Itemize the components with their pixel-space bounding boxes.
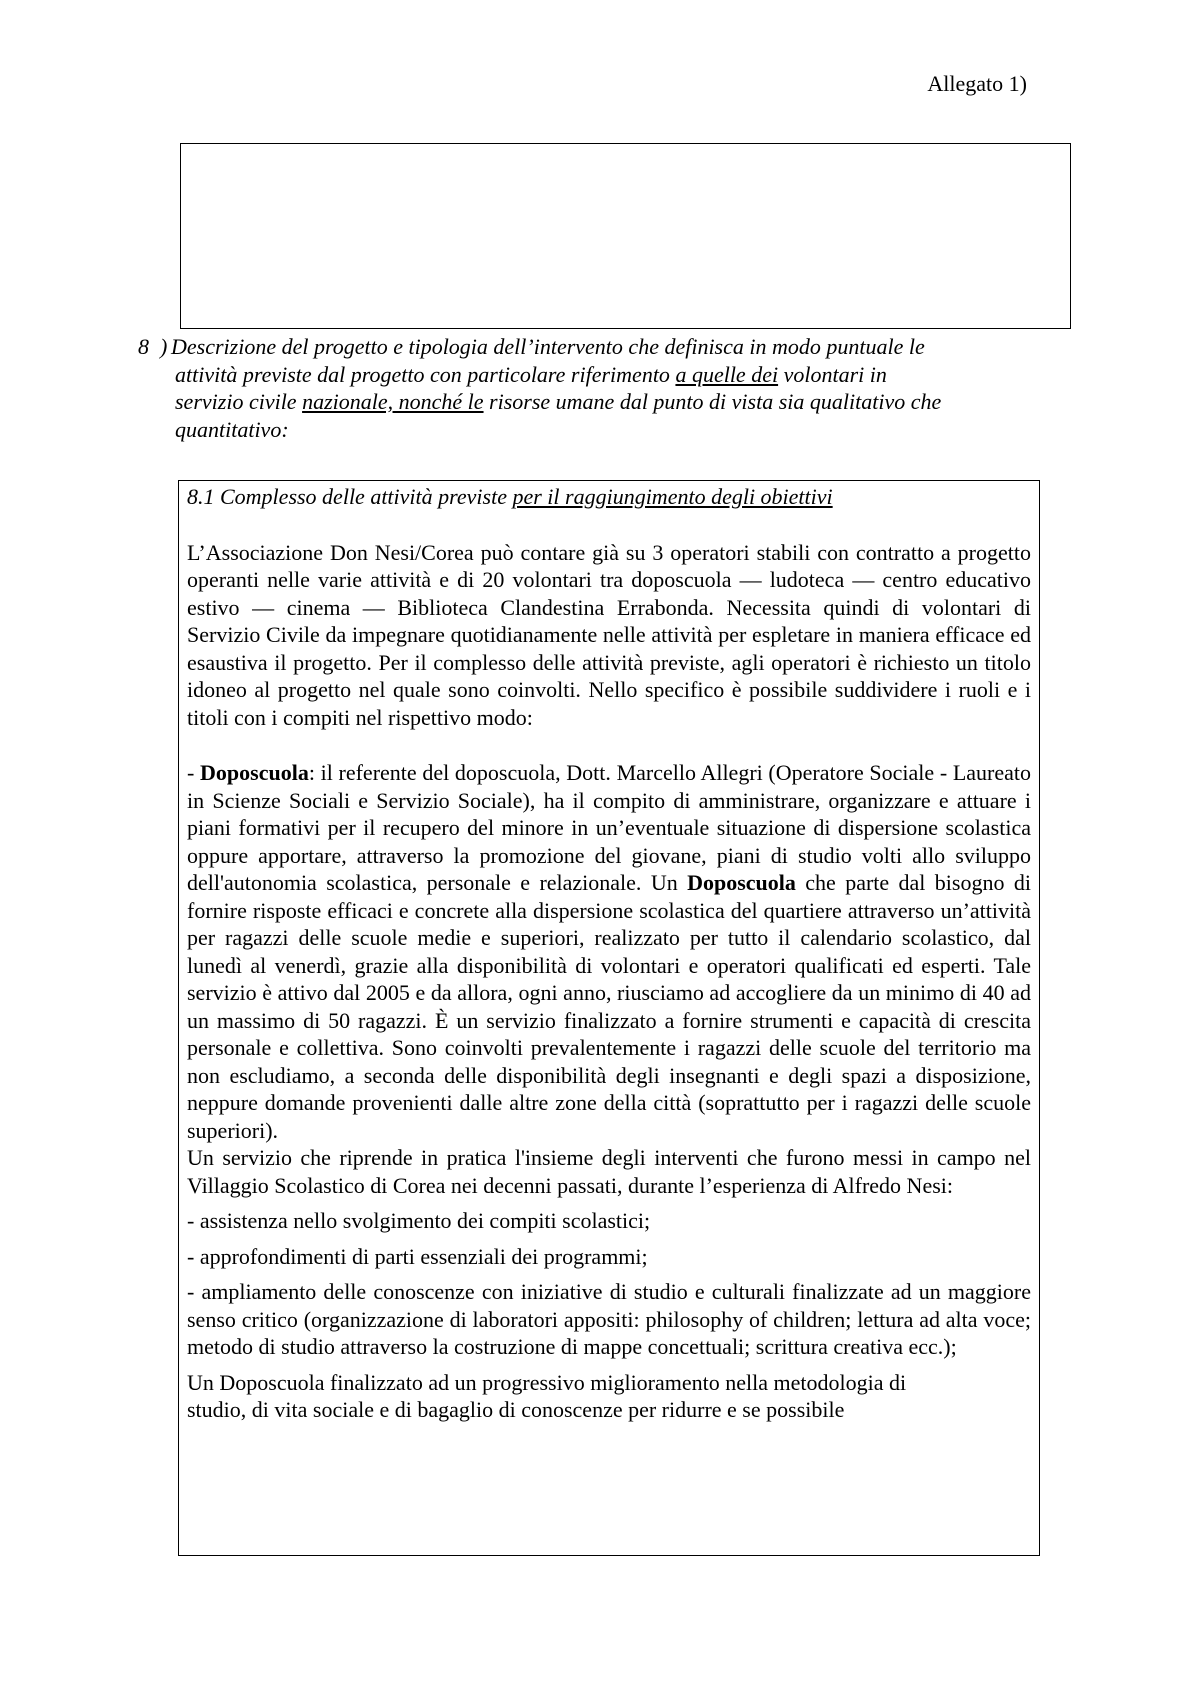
- attachment-label: Allegato 1): [927, 71, 1027, 96]
- servizio-paragraph: Un servizio che riprende in pratica l'insieme degli interventi che furono messi in campo nel Villaggio Scolastico di Corea nei decenni passati, durante l’esperienza di Alfredo Nesi:: [187, 1145, 1031, 1198]
- section-8-line-2: attività previste dal progetto con particolare riferimento a quelle dei volontari in: [175, 361, 887, 387]
- list-item: - ampliamento delle conoscenze con iniziative di studio e culturali finalizzate ad un maggiore senso critico (organizzazione di laboratori appositi: philosophy of children; lettura ad alta voce; metodo di studio attraverso la costruzione di mappe concettuali; scrittura creativa ecc.);: [187, 1279, 1031, 1359]
- intro-paragraph: L’Associazione Don Nesi/Corea può contare già su 3 operatori stabili con contratto a progetto operanti nelle varie attività e di 20 volontari tra doposcuola — ludoteca — centro educativo estivo — cinema — Biblioteca Clandestina Errabonda. Necessita quindi di volontari di Servizio Civile da impegnare quotidianamente nelle attività per espletare in maniera efficace ed esaustiva il progetto. Per il complesso delle attività previste, agli operatori è richiesto un titolo idoneo al progetto nel quale sono coinvolti. Nello specifico è possibile suddividere i ruoli e i titoli con i compiti nel rispettivo modo:: [187, 539, 1031, 730]
- section-number: 8 ): [138, 334, 168, 359]
- list-item: - assistenza nello svolgimento dei compiti scolastici;: [187, 1208, 651, 1233]
- section-8-heading: [138, 333, 1058, 443]
- section-8-line-1: Descrizione del progetto e tipologia dell’intervento che definisca in modo puntuale le: [171, 334, 925, 359]
- list-item: - approfondimenti di parti essenziali dei programmi;: [187, 1243, 648, 1269]
- empty-frame: [180, 143, 1071, 329]
- doposcuola-paragraph: - Doposcuola: il referente del doposcuola, Dott. Marcello Allegri (Operatore Sociale - Laureato in Scienze Sociali e Servizio Sociale), ha il compito di amministrare, organizzare e attuare i piani formativi per il recupero del minore in un’eventuale situazione di dispersione scolastica oppure apportare, attraverso la promozione del giovane, piani di studio volti allo sviluppo dell'autonomia scolastica, personale e relazionale. Un Doposcuola che parte dal bisogno di fornire risposte efficaci e concrete alla dispersione scolastica del quartiere attraverso un’attività per ragazzi delle scuole medie e superiori, realizzato per tutto il calendario scolastico, dal lunedì al venerdì, grazie alla disponibilità di volontari e operatori qualificati ed esperti. Tale servizio è attivo dal 2005 e da allora, ogni anno, riusciamo ad accogliere da un minimo di 40 ad un massimo di 50 ragazzi. È un servizio finalizzato a fornire strumenti e capacità di crescita personale e collettiva. Sono coinvolti prevalentemente i ragazzi delle scuole del territorio ma non escludiamo, a seconda delle disponibilità degli insegnanti e degli spazi a disposizione, neppure domande provenienti dalle altre zone della città (soprattutto per i ragazzi delle scuole superiori).: [187, 760, 1031, 1143]
- section-8-line-4: quantitativo:: [175, 416, 289, 442]
- section-8-line-3: servizio civile nazionale, nonché le risorse umane dal punto di vista sia qualitativo che: [175, 389, 942, 414]
- closing-paragraph: Un Doposcuola finalizzato ad un progressivo miglioramento nella metodologia di studio, di vita sociale e di bagaglio di conoscenze per ridurre e se possibile: [187, 1369, 907, 1422]
- section-8-1-box: [178, 480, 1040, 1556]
- section-8-1-title: 8.1 Complesso delle attività previste per il raggiungimento degli obiettivi: [187, 484, 833, 509]
